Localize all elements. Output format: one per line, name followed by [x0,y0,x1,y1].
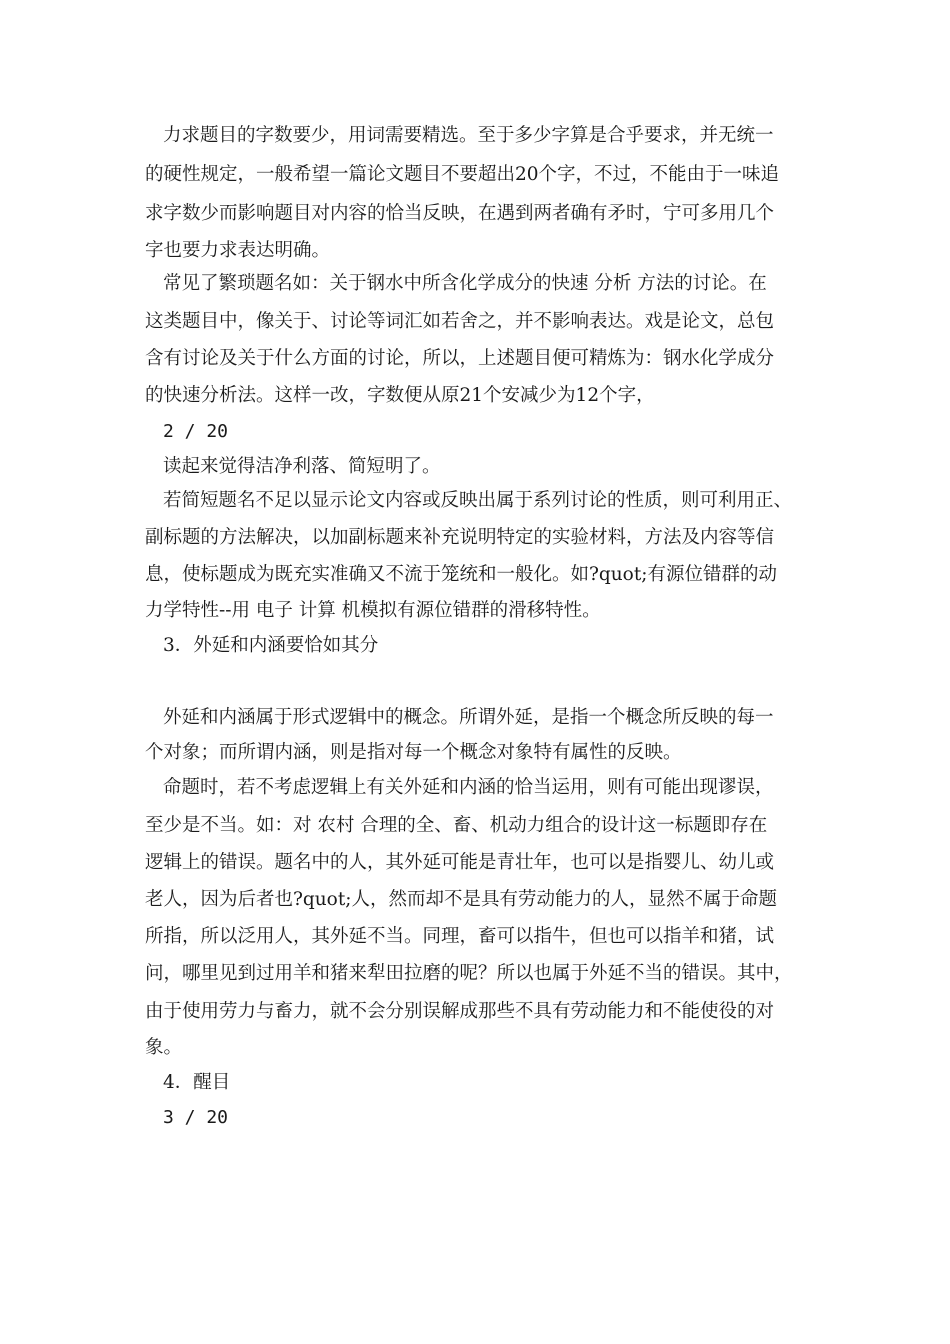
paragraph-line: 含有讨论及关于什么方面的讨论，所以，上述题目便可精炼为：钢水化学成分 [145,348,775,369]
paragraph-line: 求字数少而影响题目对内容的恰当反映，在遇到两者确有矛时，宁可多用几个 [145,203,775,224]
paragraph-line: 若简短题名不足以显示论文内容或反映出属于系列讨论的性质，则可利用正、 [163,490,793,511]
section-heading: 4．醒目 [163,1072,231,1093]
paragraph-line: 读起来觉得洁净利落、简短明了。 [163,456,441,477]
paragraph-line: 息，使标题成为既充实准确又不流于笼统和一般化。如?quot;有源位错群的动 [145,564,777,585]
paragraph-line: 这类题目中，像关于、讨论等词汇如若舍之，并不影响表达。戏是论文，总包 [145,311,775,332]
paragraph-line: 字也要力求表达明确。 [145,240,331,261]
page-number: 3 / 20 [163,1107,229,1128]
paragraph-line: 常见了繁琐题名如：关于钢水中所含化学成分的快速 分析 方法的讨论。在 [163,273,767,294]
paragraph-line: 象。 [145,1037,183,1058]
paragraph-line: 副标题的方法解决，以加副标题来补充说明特定的实验材料，方法及内容等信 [145,527,775,548]
section-heading: 3．外延和内涵要恰如其分 [163,635,379,656]
paragraph-line: 的硬性规定，一般希望一篇论文题目不要超出20个字，不过，不能由于一味追 [145,164,780,185]
paragraph-line: 由于使用劳力与畜力，就不会分别误解成那些不具有劳动能力和不能使役的对 [145,1001,775,1022]
paragraph-line: 问，哪里见到过用羊和猪来犁田拉磨的呢？所以也属于外延不当的错误。其中， [145,963,793,984]
paragraph-line: 逻辑上的错误。题名中的人，其外延可能是青壮年，也可以是指婴儿、幼儿或 [145,852,775,873]
paragraph-line: 所指，所以泛用人，其外延不当。同理，畜可以指牛，但也可以指羊和猪，试 [145,926,775,947]
paragraph-line: 的快速分析法。这样一改，字数便从原21个安减少为12个字， [145,385,655,406]
paragraph-line: 力学特性--用 电子 计算 机模拟有源位错群的滑移特性。 [145,600,601,621]
paragraph-line: 力求题目的字数要少，用词需要精选。至于多少字算是合乎要求，并无统一 [163,125,774,146]
paragraph-line: 至少是不当。如：对 农村 合理的全、畜、机动力组合的设计这一标题即存在 [145,815,768,836]
page-number: 2 / 20 [163,421,229,442]
paragraph-line: 外延和内涵属于形式逻辑中的概念。所谓外延，是指一个概念所反映的每一 [163,707,774,728]
paragraph-line: 个对象；而所谓内涵，则是指对每一个概念对象特有属性的反映。 [145,742,682,763]
paragraph-line: 老人，因为后者也?quot;人，然而却不是具有劳动能力的人，显然不属于命题 [145,889,777,910]
paragraph-line: 命题时，若不考虑逻辑上有关外延和内涵的恰当运用，则有可能出现谬误， [163,777,774,798]
